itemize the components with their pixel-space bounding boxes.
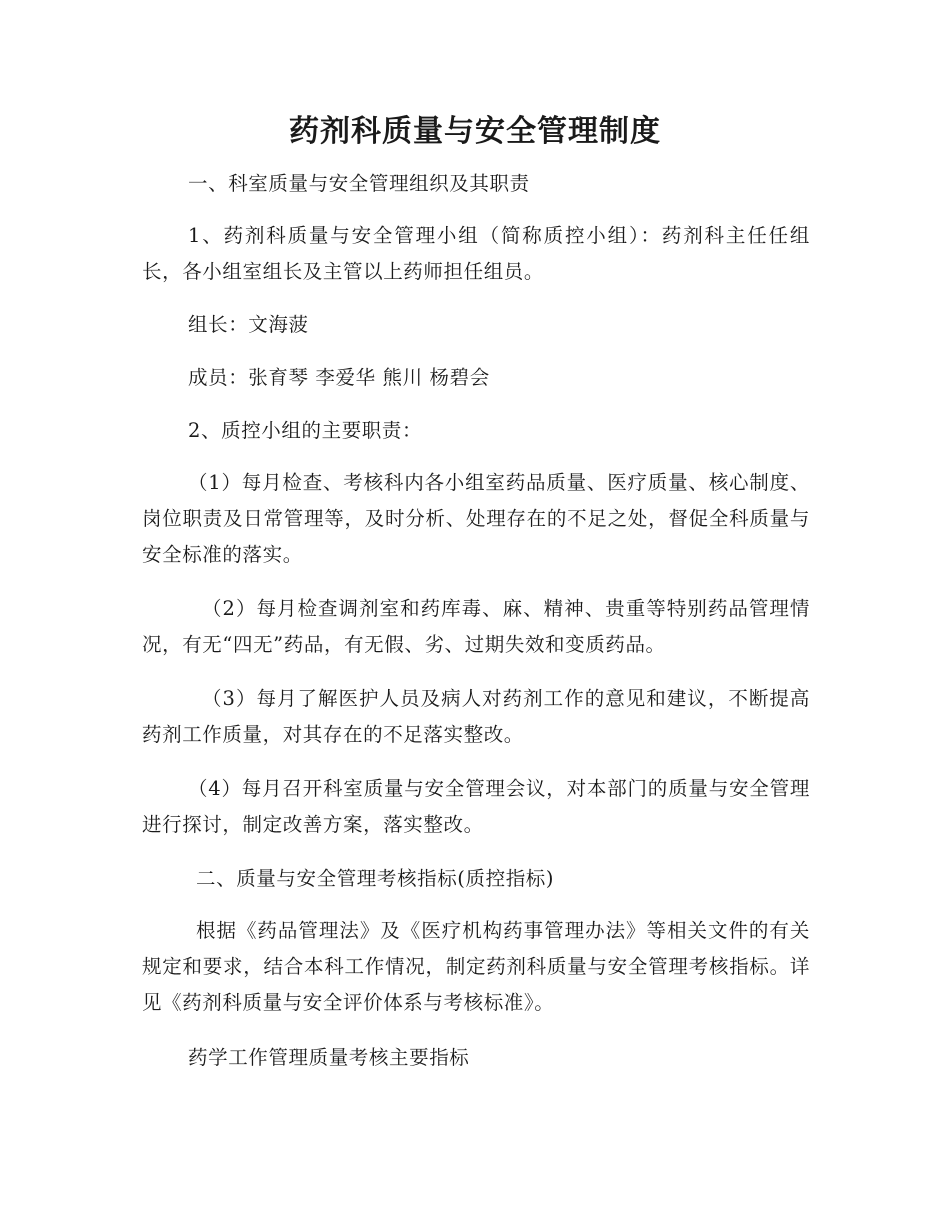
paragraph-group-leader: 组长：文海菠 — [188, 313, 309, 336]
paragraph-indicators: 根据《药品管理法》及《医疗机构药事管理办法》等相关文件的有关规定和要求，结合本科工作情况，制定药剂科质量与安全管理考核指标。详见《药剂科质量与安全评价体系与考核标准》。 — [142, 919, 810, 1014]
section-heading-1: 一、科室质量与安全管理组织及其职责 — [188, 172, 530, 195]
section-heading-2: 二、质量与安全管理考核指标(质控指标) — [196, 867, 555, 890]
paragraph-main-indicators: 药学工作管理质量考核主要指标 — [188, 1046, 470, 1069]
paragraph-duty-3: （3）每月了解医护人员及病人对药剂工作的意见和建议，不断提高药剂工作质量，对其存在的不足落实整改。 — [142, 687, 810, 746]
paragraph-duties-heading: 2、质控小组的主要职责： — [188, 419, 423, 442]
paragraph-duty-2: （2）每月检查调剂室和药库毒、麻、精神、贵重等特别药品管理情况，有无“四无”药品，有无假、劣、过期失效和变质药品。 — [142, 597, 810, 656]
paragraph-group-members: 成员：张育琴 李爱华 熊川 杨碧会 — [188, 366, 490, 389]
paragraph-duty-4: （4）每月召开科室质量与安全管理会议，对本部门的质量与安全管理进行探讨，制定改善方案，落实整改。 — [142, 777, 810, 836]
paragraph-duty-1: （1）每月检查、考核科内各小组室药品质量、医疗质量、核心制度、岗位职责及日常管理等，及时分析、处理存在的不足之处，督促全科质量与安全标准的落实。 — [142, 471, 810, 566]
paragraph-qc-group: 1、药剂科质量与安全管理小组（简称质控小组）：药剂科主任任组长，各小组室组长及主管以上药师担任组员。 — [142, 224, 810, 283]
document-title: 药剂科质量与安全管理制度 — [289, 114, 661, 149]
